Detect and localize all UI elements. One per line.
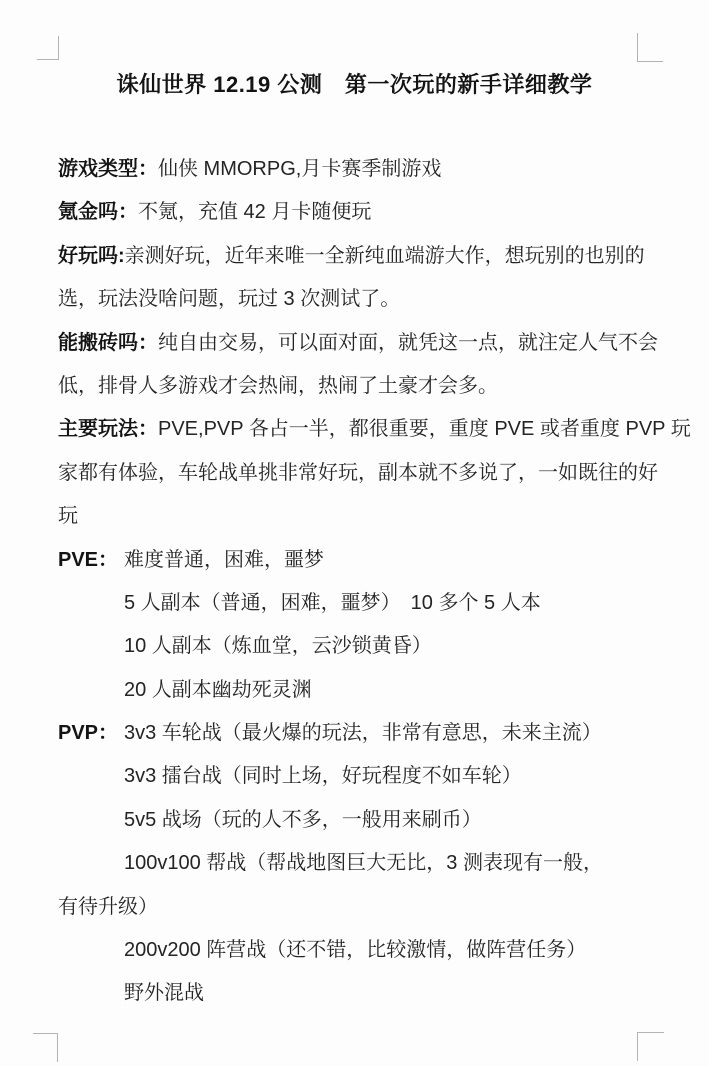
line-text: 纯自由交易，可以面对面，就凭这一点，就注定人气不会 (158, 331, 658, 354)
doc-line-is-fun-2 (58, 278, 658, 321)
doc-line-pvp-200v200 (58, 929, 658, 972)
line-text: 家都有体验，车轮战单挑非常好玩，副本就不多说了，一如既往的好 (58, 461, 658, 484)
page-corner-mark-bottom-right (637, 1032, 664, 1061)
doc-line-pvp-100v100-2 (58, 886, 658, 929)
doc-line-pvp-5v5 (58, 799, 658, 842)
doc-line-pvp-header (58, 712, 658, 755)
line-text: 有待升级） (58, 895, 158, 918)
line-label: 游戏类型： (58, 158, 158, 180)
line-text: 野外混战 (124, 982, 204, 1005)
line-text: 玩 (58, 505, 78, 528)
page-corner-mark-top-left (37, 36, 59, 60)
line-text: 5v5 战场（玩的人不多，一般用来刷币） (124, 808, 482, 831)
doc-line-main-gameplay-3 (58, 495, 658, 538)
line-text: 3v3 擂台战（同时上场，好玩程度不如车轮） (124, 765, 522, 788)
line-text: 20 人副本幽劫死灵渊 (124, 678, 312, 701)
line-label: 能搬砖吗： (58, 331, 158, 354)
doc-line-is-fun-1 (58, 235, 658, 278)
line-text: 仙侠 MMORPG,月卡赛季制游戏 (158, 158, 442, 180)
doc-line-main-gameplay-1 (58, 408, 691, 451)
line-text: 100v100 帮战（帮战地图巨大无比，3 测表现有一般， (124, 852, 603, 875)
page-corner-mark-bottom-left (33, 1033, 58, 1062)
doc-line-pve-20man (58, 669, 658, 712)
doc-line-pve-5man (58, 582, 658, 625)
page-corner-mark-top-right (637, 33, 663, 62)
line-text: 5 人副本（普通，困难，噩梦） 10 多个 5 人本 (124, 591, 541, 614)
line-text: 不氪，充值 42 月卡随便玩 (138, 201, 372, 224)
doc-line-farming-1 (58, 322, 658, 365)
doc-line-pve-10man (58, 625, 658, 668)
line-text: 难度普通，困难，噩梦 (124, 548, 324, 571)
doc-line-pay-to-win (58, 191, 658, 234)
doc-line-pvp-open-world (58, 972, 658, 1015)
line-text: 200v200 阵营战（还不错，比较激情，做阵营任务） (124, 939, 587, 962)
line-label: 好玩吗: (58, 244, 125, 267)
line-text: 3v3 车轮战（最火爆的玩法，非常有意思，未来主流） (124, 722, 602, 745)
line-label: 主要玩法： (58, 418, 158, 441)
document-title: 诛仙世界 12.19 公测 第一次玩的新手详细教学 (116, 72, 593, 97)
doc-line-pvp-100v100-1 (58, 842, 658, 885)
document-body (58, 148, 691, 1016)
line-label: PVE： (58, 548, 119, 571)
line-text: 低，排骨人多游戏才会热闹，热闹了土豪才会多。 (58, 374, 498, 397)
line-text: 亲测好玩，近年来唯一全新纯血端游大作，想玩别的也别的 (124, 244, 645, 267)
line-text: 10 人副本（炼血堂，云沙锁黄昏） (124, 635, 432, 658)
doc-line-main-gameplay-2 (58, 452, 658, 495)
line-label: 氪金吗： (58, 201, 138, 224)
doc-line-game-type (58, 148, 658, 191)
line-text: 选，玩法没啥问题，玩过 3 次测试了。 (58, 288, 401, 311)
doc-line-pvp-arena (58, 755, 658, 798)
doc-line-pve-header (58, 539, 658, 582)
doc-line-farming-2 (58, 365, 658, 408)
line-label: PVP： (58, 722, 119, 745)
line-text: PVE,PVP 各占一半，都很重要，重度 PVE 或者重度 PVP 玩 (158, 418, 691, 441)
